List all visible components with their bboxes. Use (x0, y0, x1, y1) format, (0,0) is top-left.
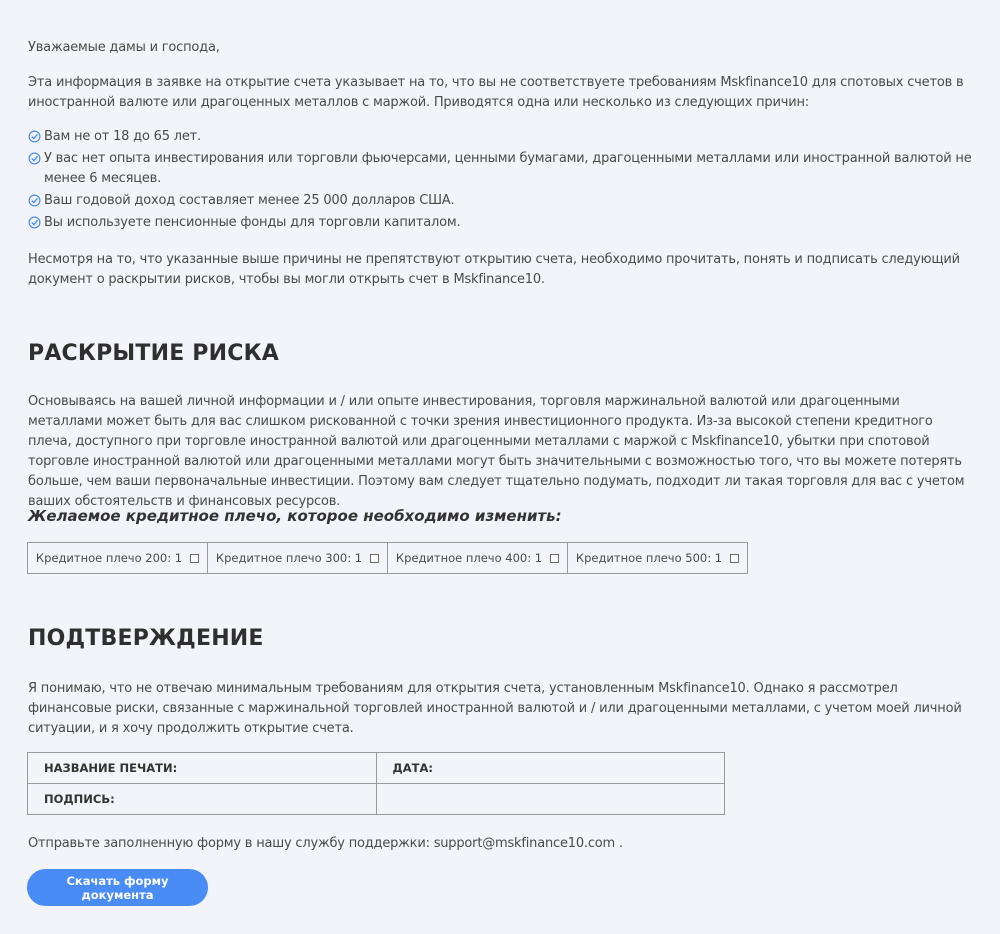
check-circle-icon (28, 152, 41, 165)
table-row (28, 784, 725, 815)
signature-cell: ПОДПИСЬ: (28, 784, 377, 815)
checkbox-icon[interactable] (730, 554, 739, 563)
leverage-label: Кредитное плечо 500: 1 (575, 551, 723, 565)
reasons-list (28, 127, 973, 235)
intro-paragraph: Эта информация в заявке на открытие счета указывает на то, что вы не соответствуете требованиям Mskfinance10 для спотовых счетов в иностранной валюте или драгоценных металлов с маржой. Приводятся одна или несколько из следующих причин: (28, 75, 964, 110)
seal-name-cell: НАЗВАНИЕ ПЕЧАТИ: (28, 753, 377, 784)
leverage-option-200[interactable] (28, 543, 208, 573)
confirm-heading: ПОДТВЕРЖДЕНИЕ (28, 626, 264, 651)
confirm-paragraph: Я понимаю, что не отвечаю минимальным требованиям для открытия счета, установленным Mskfinance10. Однако я рассмотрел финансовые риски, связанные с маржинальной торговлей иностранной валютой и / или драгоценными металлами, с учетом моей личной ситуации, и я хочу продолжить открытие счета. (28, 681, 962, 736)
table-row (28, 753, 725, 784)
checkbox-icon[interactable] (190, 554, 199, 563)
check-circle-icon (28, 216, 41, 229)
list-item (28, 149, 973, 189)
empty-cell (376, 784, 725, 815)
download-form-button[interactable]: Скачать форму документа (27, 869, 208, 906)
checkbox-icon[interactable] (370, 554, 379, 563)
reason-text: Ваш годовой доход составляет менее 25 000 долларов США. (44, 193, 455, 208)
check-circle-icon (28, 130, 41, 143)
leverage-option-400[interactable] (388, 543, 568, 573)
reason-text: Вы используете пенсионные фонды для торговли капиталом. (44, 215, 461, 230)
list-item (28, 213, 973, 233)
risk-heading: РАСКРЫТИЕ РИСКА (28, 341, 279, 366)
list-item (28, 191, 973, 211)
leverage-label: Кредитное плечо 300: 1 (215, 551, 363, 565)
checkbox-icon[interactable] (550, 554, 559, 563)
leverage-options (27, 542, 748, 574)
date-cell: ДАТА: (376, 753, 725, 784)
leverage-label: Кредитное плечо 200: 1 (35, 551, 183, 565)
reason-text: У вас нет опыта инвестирования или торговли фьючерсами, ценными бумагами, драгоценными металлами или иностранной валютой не менее 6 месяцев. (44, 151, 972, 186)
notice-paragraph: Несмотря на то, что указанные выше причины не препятствуют открытию счета, необходимо прочитать, понять и подписать следующий документ о раскрытии рисков, чтобы вы могли открыть счет в Mskfinance10. (28, 252, 960, 287)
leverage-label: Кредитное плечо 400: 1 (395, 551, 543, 565)
greeting: Уважаемые дамы и господа, (28, 40, 220, 55)
leverage-option-500[interactable] (568, 543, 747, 573)
check-circle-icon (28, 194, 41, 207)
signature-table (27, 752, 725, 815)
send-note: Отправьте заполненную форму в нашу службу поддержки: support@mskfinance10.com . (28, 836, 623, 851)
list-item (28, 127, 973, 147)
leverage-heading: Желаемое кредитное плечо, которое необходимо изменить: (28, 507, 562, 525)
leverage-option-300[interactable] (208, 543, 388, 573)
reason-text: Вам не от 18 до 65 лет. (44, 129, 201, 144)
risk-paragraph: Основываясь на вашей личной информации и / или опыте инвестирования, торговля маржинальной валютой или драгоценными металлами может быть для вас слишком рискованной с точки зрения инвестиционного продукта. Из-за высокой степени кредитного плеча, доступного при торговле иностранной валютой или драгоценными металлами с маржой с Mskfinance10, убытки при спотовой торговле иностранной валютой или драгоценными металлами могут быть значительными с возможностью того, что вы можете потерять больше, чем ваши первоначальные инвестиции. Поэтому вам следует тщательно подумать, подходит ли такая торговля для вас с учетом ваших обстоятельств и финансовых ресурсов. (28, 394, 965, 509)
